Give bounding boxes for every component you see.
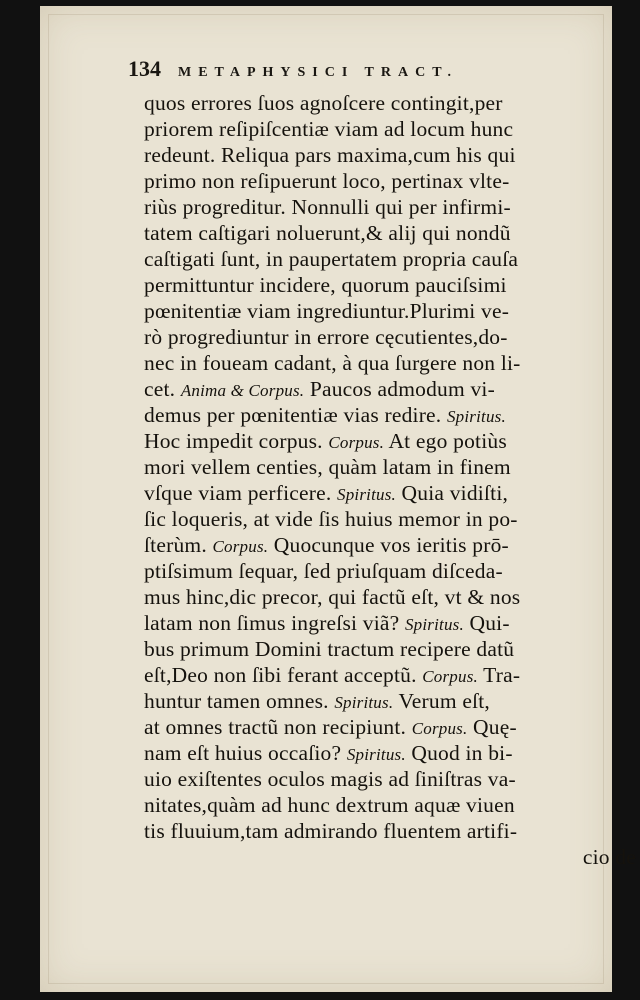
text-segment: Hoc impedit corpus.	[144, 429, 329, 453]
text-segment: riùs progreditur. Nonnulli qui per infirmi-	[144, 195, 511, 219]
text-line	[144, 818, 640, 844]
text-segment: cet.	[144, 377, 181, 401]
text-line	[144, 766, 640, 792]
speaker-label: Corpus.	[422, 667, 478, 686]
text-line	[144, 662, 640, 688]
text-segment: uio exiſtentes oculos magis ad ſiniſtras va-	[144, 767, 516, 791]
text-line	[144, 636, 640, 662]
text-line	[144, 610, 640, 636]
text-segment: Qui-	[463, 611, 510, 635]
text-segment: nitates,quàm ad hunc dextrum aquæ viuen	[144, 793, 515, 817]
text-line	[144, 194, 640, 220]
text-segment: priorem reſipiſcentiæ viam ad locum hunc	[144, 117, 514, 141]
text-segment: Tra-	[477, 663, 521, 687]
text-line	[144, 584, 640, 610]
speaker-label: Spiritus.	[346, 745, 406, 764]
text-segment: demus per pœnitentiæ vias redire.	[144, 403, 447, 427]
text-segment: caſtigati ſunt, in paupertatem propria cauſa	[144, 247, 519, 271]
text-line	[144, 350, 640, 376]
speaker-label: Spiritus.	[404, 615, 464, 634]
text-line	[144, 428, 640, 454]
speaker-label: Corpus.	[212, 537, 269, 556]
text-segment: ſic loqueris, at vide ſis huius memor in po-	[144, 507, 518, 531]
text-segment: Quocunque vos ieritis prō-	[268, 533, 509, 557]
text-segment: redeunt. Reliqua pars maxima,cum his qui	[144, 143, 516, 167]
speaker-label: Anima & Corpus.	[180, 381, 305, 400]
speaker-label: Corpus.	[328, 433, 385, 452]
text-line	[144, 714, 640, 740]
text-segment: latam non ſimus ingreſsi viã?	[144, 611, 405, 635]
text-segment: quos errores ſuos agnoſcere contingit,per	[144, 91, 503, 115]
text-segment: Paucos admodum vi-	[304, 377, 495, 401]
speaker-label: Spiritus.	[334, 693, 394, 712]
text-segment: mori vellem centies, quàm latam in finem	[144, 455, 511, 479]
speaker-label: Spiritus.	[446, 407, 506, 426]
text-segment: eſt,Deo non ſibi ferant acceptũ.	[144, 663, 423, 687]
text-line	[144, 324, 640, 350]
text-line	[144, 740, 640, 766]
text-line	[144, 272, 640, 298]
text-line	[144, 688, 640, 714]
text-segment: primo non reſipuerunt loco, pertinax vlte-	[144, 169, 510, 193]
text-line	[144, 792, 640, 818]
text-line	[144, 480, 640, 506]
text-line	[144, 246, 640, 272]
text-segment: mus hinc,dic precor, qui factũ eſt, vt & nos	[144, 585, 521, 609]
book-page	[40, 6, 636, 992]
text-segment: ptiſsimum ſequar, ſed priuſquam diſceda-	[144, 559, 503, 583]
text-segment: rò progrediuntur in errore cęcutientes,do-	[144, 325, 508, 349]
text-segment: pœnitentiæ viam ingrediuntur.Plurimi ve-	[144, 299, 510, 323]
text-line	[144, 168, 640, 194]
text-line	[144, 116, 640, 142]
text-segment: Quod in bi-	[405, 741, 513, 765]
text-segment: Quia vidiſti,	[395, 481, 509, 505]
text-line	[144, 220, 640, 246]
text-segment: permittuntur incidere, quorum pauciſsimi	[144, 273, 507, 297]
text-segment: Quę-	[467, 715, 517, 739]
text-line	[144, 558, 640, 584]
speaker-label: Corpus.	[411, 719, 468, 738]
text-segment: tatem caſtigari noluerunt,& alij qui nondũ	[144, 221, 511, 245]
text-segment: vſque viam perficere.	[144, 481, 338, 505]
running-title: METAPHYSICI TRACT.	[178, 65, 459, 80]
catchword: cio de	[582, 845, 636, 869]
text-segment: Verum eſt,	[393, 689, 491, 713]
text-line	[144, 506, 640, 532]
text-segment: nam eſt huius occaſio?	[144, 741, 347, 765]
text-line	[144, 298, 640, 324]
running-head	[128, 56, 568, 82]
text-line	[144, 142, 640, 168]
text-line	[144, 402, 640, 428]
text-line	[144, 376, 640, 402]
text-line	[144, 90, 640, 116]
text-segment: ſterùm.	[144, 533, 213, 557]
speaker-label: Spiritus.	[337, 485, 396, 504]
text-line	[144, 532, 640, 558]
text-segment: at omnes tractũ non recipiunt.	[144, 715, 412, 739]
text-segment: At ego potiùs	[384, 429, 507, 453]
text-segment: huntur tamen omnes.	[144, 689, 335, 713]
text-segment: nec in foueam cadant, à qua ſurgere non li-	[144, 351, 521, 375]
text-line	[144, 454, 640, 480]
body-text	[144, 90, 640, 870]
text-segment: tis fluuium,tam admirando fluentem artifi-	[144, 819, 518, 843]
text-segment: bus primum Domini tractum recipere datũ	[144, 637, 515, 661]
page-number: 134	[128, 56, 161, 81]
